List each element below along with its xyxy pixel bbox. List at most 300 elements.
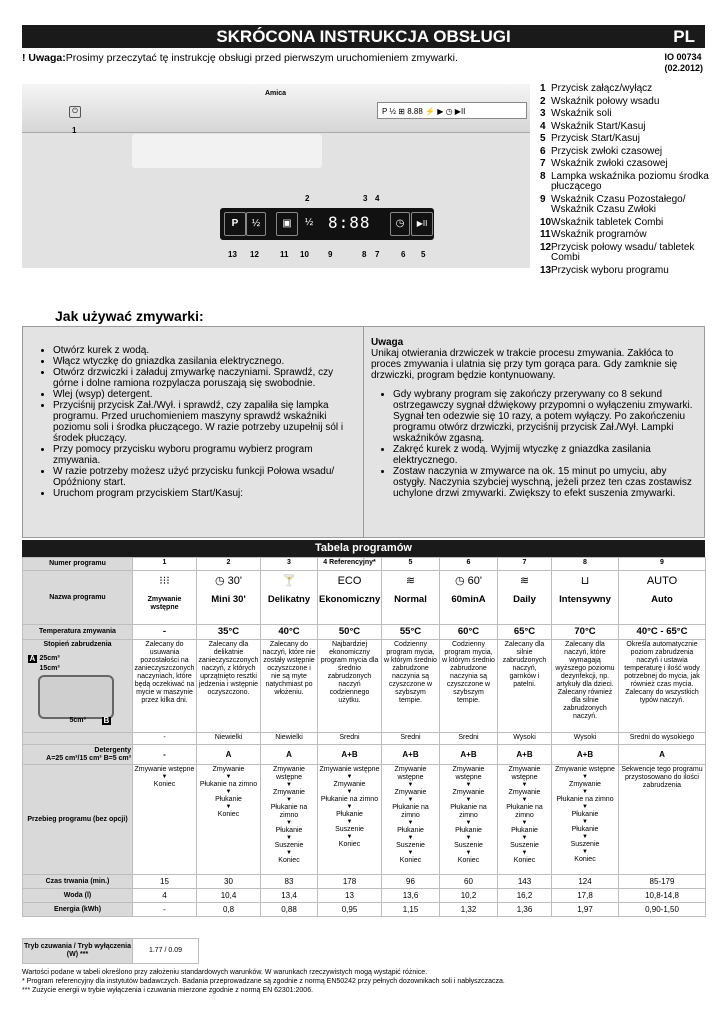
- sequence-step: Koniec: [513, 857, 536, 864]
- program-name-cell: [440, 571, 498, 625]
- program-sequence: [382, 765, 440, 875]
- delay-button: ◷: [390, 212, 410, 236]
- program-energy: 1,36: [498, 903, 552, 917]
- arrow-icon: ▼: [407, 850, 414, 856]
- language-code: PL: [673, 27, 695, 46]
- soil-description: Zalecany do usuwania pozostałości na zanieczyszczonych naczyniach, które będą oczekiwać na mycie w maszynie przez kilka dni.: [133, 640, 197, 733]
- legend-number: 1: [540, 83, 546, 94]
- program-name: Normal: [394, 594, 427, 605]
- table-row: [23, 558, 706, 571]
- table-row: [23, 765, 706, 875]
- program-water: 16,2: [498, 889, 552, 903]
- note-title: Uwaga: [371, 337, 404, 348]
- arrow-icon: ▼: [407, 820, 414, 826]
- time-display: 8:88: [328, 213, 371, 232]
- callout-3: 3: [363, 194, 368, 203]
- dispenser-b-label: B: [103, 716, 110, 725]
- legend-item: [540, 84, 710, 95]
- level-label-empty: [23, 733, 133, 745]
- legend-item: [540, 218, 710, 229]
- detergent-value: A: [619, 745, 706, 765]
- legend-number: 8: [540, 170, 546, 182]
- legend-item: [540, 109, 710, 120]
- doc-number: IO 00734: [664, 52, 702, 62]
- program-time: 96: [382, 875, 440, 889]
- program-name-cell: [552, 571, 619, 625]
- program-number: 1: [133, 558, 197, 571]
- sequence-step: Płukanie na zimno: [270, 804, 308, 819]
- program-time: 15: [133, 875, 197, 889]
- soil-label-cell: [23, 640, 133, 733]
- sequence-step: Koniec: [457, 857, 480, 864]
- program-number: 7: [498, 558, 552, 571]
- detergent-value: A+B: [440, 745, 498, 765]
- program-name-cell: [318, 571, 382, 625]
- detergent-value: A: [197, 745, 261, 765]
- arrow-icon: ▼: [286, 797, 292, 803]
- row-label: Energia (kWh): [23, 903, 133, 917]
- sequence-step: Płukanie: [571, 811, 599, 818]
- step-item: • Wlej (wsyp) detergent.: [53, 389, 351, 400]
- program-temperature: 55°C: [382, 625, 440, 640]
- program-name-cell: [619, 571, 706, 625]
- detergent-value: A+B: [382, 745, 440, 765]
- half-load-button: ½: [246, 212, 266, 236]
- arrow-icon: ▼: [465, 820, 472, 826]
- program-temperature: 70°C: [552, 625, 619, 640]
- sequence-step: Suszenie: [274, 842, 304, 849]
- table-row: [23, 745, 706, 765]
- program-number: 4 Referencyjny*: [318, 558, 382, 571]
- sequence-step: Zmywanie wstępne: [452, 766, 485, 781]
- sequence-step: Płukanie na zimno: [199, 781, 258, 788]
- program-name: Zmywanie wstępne: [147, 596, 182, 611]
- sequence-step: Zmywanie: [452, 789, 485, 796]
- legend-number: 9: [540, 193, 546, 205]
- sequence-step: Zmywanie wstępne: [508, 766, 541, 781]
- legend-text: Wskaźnik Czasu Pozostałego/ Wskaźnik Czasu Zwłoki: [551, 193, 686, 215]
- program-time: 60: [440, 875, 498, 889]
- soil-level: Wysoki: [498, 733, 552, 745]
- legend-number: 12: [540, 241, 552, 253]
- dispenser-a-label: A: [29, 654, 36, 663]
- program-temperature: 40°C: [261, 625, 318, 640]
- table-row: [23, 733, 706, 745]
- sequence-step: Zmywanie wstępne: [319, 766, 380, 773]
- program-icon: ◷ 30': [215, 575, 242, 587]
- row-label: Przebieg programu (bez opcji): [23, 765, 133, 875]
- sequence-step: Suszenie: [335, 826, 364, 833]
- legend-number: 3: [540, 108, 546, 119]
- display-panel: [220, 208, 434, 240]
- program-temperature: 50°C: [318, 625, 382, 640]
- detergent-value: A+B: [552, 745, 619, 765]
- table-row: [23, 625, 706, 640]
- step-item: • Otwórz kurek z wodą.: [53, 345, 351, 356]
- sequence-step: Płukanie na zimno: [392, 804, 429, 819]
- soil-level: Średni: [382, 733, 440, 745]
- sequence-step: Zmywanie wstępne: [555, 766, 615, 773]
- legend-item: [540, 122, 710, 133]
- detergent-label-cell: [23, 745, 133, 765]
- legend-text: Przycisk Start/Kasuj: [551, 133, 640, 144]
- volume-5: 5cm³: [69, 717, 86, 724]
- legend-number: 6: [540, 145, 546, 157]
- program-energy: 1,97: [552, 903, 619, 917]
- sequence-step: Koniec: [153, 781, 176, 788]
- arrow-icon: ▼: [582, 849, 588, 855]
- table-row: [23, 889, 706, 903]
- program-sequence: [498, 765, 552, 875]
- mini-display: P ½ ⊞ 8.88 ⚡ ▶ ◷ ▶II: [377, 102, 527, 119]
- soil-description: Codzienny program mycia, w którym średnio zabrudzone naczynia są czyszczone w szybszym tempie.: [382, 640, 440, 733]
- standby-value: 1.77 / 0.09: [133, 939, 199, 964]
- program-water: 13,6: [382, 889, 440, 903]
- program-name: 60minA: [451, 594, 486, 605]
- sequence-step: Zmywanie: [273, 789, 305, 796]
- soil-description: Najbardziej ekonomiczny program mycia dla średnio zabrudzonych naczyń codziennego użytku.: [318, 640, 382, 733]
- brand-logo: Amica: [265, 90, 287, 97]
- sequence-step: Płukanie: [275, 827, 303, 834]
- program-name: Delikatny: [267, 594, 311, 605]
- callout-4: 4: [375, 194, 380, 203]
- program-sequence: [261, 765, 318, 875]
- step-item: • W razie potrzeby możesz użyć przycisku funkcji Połowa wsadu/ Opóźniony start.: [53, 466, 351, 488]
- legend-item: [540, 195, 710, 216]
- half-load-indicator: ½: [304, 217, 314, 228]
- program-energy: 1,32: [440, 903, 498, 917]
- legend-number: 2: [540, 95, 546, 107]
- sequence-step: Koniec: [278, 857, 300, 864]
- arrow-icon: ▼: [582, 789, 588, 795]
- callout-1: 1: [72, 126, 77, 135]
- legend-text: Wskaźnik Start/Kasuj: [551, 120, 646, 132]
- program-sequence: [318, 765, 382, 875]
- program-water: 13,4: [261, 889, 318, 903]
- arrow-icon: ▼: [521, 820, 528, 826]
- program-time: 178: [318, 875, 382, 889]
- program-name: Ekonomiczny: [319, 594, 381, 605]
- sequence-step: Zmywanie: [569, 781, 601, 788]
- program-sequence: [440, 765, 498, 875]
- program-temperature: -: [133, 625, 197, 640]
- soil-level: -: [133, 733, 197, 745]
- step-item: • Otwórz drzwiczki i załaduj zmywarkę naczyniami. Sprawdź, czy górne i dolne ramiona rozpylacza poruszają się swobodnie.: [53, 367, 351, 389]
- detergent-sub: A=25 cm³/15 cm³ B=5 cm³: [46, 754, 131, 762]
- program-number: 5: [382, 558, 440, 571]
- arrow-icon: ▼: [465, 850, 472, 856]
- soil-level: Średni: [440, 733, 498, 745]
- legend-number: 13: [540, 264, 552, 276]
- soil-description: Zalecany dla naczyń, które wymagają wyższego poziomu dezynfekcji, np. artykuły dla dzieci. Zalecany również dla silnie zabrudzonych naczyń.: [552, 640, 619, 733]
- arrow-icon: ▼: [286, 782, 292, 788]
- sequence-step: Koniec: [217, 811, 240, 818]
- program-time: 83: [261, 875, 318, 889]
- sequence-step: Zmywanie: [212, 766, 245, 773]
- sequence-step: Zmywanie wstępne: [134, 766, 195, 773]
- sequence-step: Zmywanie wstępne: [394, 766, 427, 781]
- soil-label: Stopień zabrudzenia: [43, 641, 112, 648]
- row-label: Woda (l): [23, 889, 133, 903]
- program-icon: ECO: [337, 575, 362, 587]
- program-water: 10,8-14,8: [619, 889, 706, 903]
- arrow-icon: ▼: [225, 804, 232, 810]
- soil-level: Niewielki: [261, 733, 318, 745]
- program-sequence: [197, 765, 261, 875]
- sequence-step: Płukanie: [455, 827, 482, 834]
- dispenser-shape: [38, 675, 114, 719]
- program-name-cell: [197, 571, 261, 625]
- sequence-step: Płukanie na zimno: [450, 804, 487, 819]
- sequence-step: Płukanie: [571, 826, 599, 833]
- column-divider: [363, 327, 364, 537]
- arrow-icon: ▼: [582, 819, 588, 825]
- sequence-step: Suszenie: [570, 841, 600, 848]
- callout-11: 11: [280, 250, 289, 259]
- steps-column: [33, 345, 351, 499]
- arrow-icon: ▼: [346, 774, 353, 780]
- arrow-icon: ▼: [346, 834, 353, 840]
- legend-item: [540, 159, 710, 170]
- program-time: 124: [552, 875, 619, 889]
- sequence-step: Koniec: [399, 857, 422, 864]
- legend-number: 5: [540, 133, 546, 144]
- footnote-3: *** Zużycie energii w trybie wyłączenia i czuwania mierzone zgodnie z normą EN 62301:2006.: [22, 987, 314, 994]
- step-item: • Uruchom program przyciskiem Start/Kasuj:: [53, 488, 351, 499]
- callout-7: 7: [375, 250, 380, 259]
- arrow-icon: ▼: [582, 804, 588, 810]
- note-text: Unikaj otwierania drzwiczek w trakcie procesu zmywania. Zakłóca to proces zmywania i ulatnia się przy tym gorąca para. Gdy zamknie się drzwiczki, program będzie kontynuowany.: [371, 348, 678, 381]
- arrow-icon: ▼: [521, 835, 528, 841]
- detergent-value: A+B: [318, 745, 382, 765]
- legend-item: [540, 134, 710, 145]
- program-water: 4: [133, 889, 197, 903]
- detergent-diagram: [28, 651, 128, 731]
- program-name-cell: [382, 571, 440, 625]
- instructions-box: [22, 326, 705, 538]
- sequence-step: Płukanie: [336, 811, 363, 818]
- note-step: • Zostaw naczynia w zmywarce na ok. 15 minut po umyciu, aby ostygły. Naczynia szybciej wyschną, jeżeli przez ten czas zostawisz uchylone drzwi zmywarki. Zwiększy to efekt suszenia zmywarki.: [393, 466, 701, 499]
- soil-description: Codzienny program mycia, w którym średnio zabrudzone naczynia są czyszczone w szybszym tempie.: [440, 640, 498, 733]
- arrow-icon: ▼: [582, 834, 588, 840]
- sequence-step: Suszenie: [454, 842, 483, 849]
- arrow-icon: ▼: [407, 782, 414, 788]
- program-energy: 0,88: [261, 903, 318, 917]
- row-label: Temperatura zmywania: [23, 625, 133, 640]
- legend-item: [540, 230, 710, 241]
- program-energy: 0,8: [197, 903, 261, 917]
- program-name: Daily: [513, 594, 536, 605]
- arrow-icon: ▼: [521, 850, 528, 856]
- legend-number: 7: [540, 158, 546, 169]
- volume-15: 15cm³: [39, 665, 60, 672]
- legend-number: 11: [540, 229, 551, 240]
- legend-text: Przycisk połowy wsadu/ tabletek Combi: [551, 241, 695, 263]
- callout-10: 10: [300, 250, 309, 259]
- power-icon: ⏻: [69, 106, 81, 118]
- callout-12: 12: [250, 250, 259, 259]
- arrow-icon: ▼: [346, 789, 353, 795]
- table-title: Tabela programów: [22, 540, 705, 557]
- soil-level: Średni: [318, 733, 382, 745]
- program-temperature: 35°C: [197, 625, 261, 640]
- sequence-step: Zmywanie: [333, 781, 366, 788]
- door-handle: [132, 134, 322, 168]
- program-name-cell: [261, 571, 318, 625]
- step-item: • Przyciśnij przycisk Zał./Wył. i sprawdź, czy zapaliła się lampka programu. Przed uruchomieniem maszyny sprawdź wskaźniki poziomu soli i środka płuczącego. W razie potrzeby uzupełnij sól i środek płuczący.: [53, 400, 351, 444]
- standby-box: [22, 938, 198, 964]
- note-column: [371, 337, 701, 499]
- program-time: 85-179: [619, 875, 706, 889]
- page-header: [22, 25, 705, 48]
- arrow-icon: ▼: [465, 782, 472, 788]
- callout-9: 9: [328, 250, 333, 259]
- callout-8: 8: [362, 250, 367, 259]
- sequence-step: Płukanie na zimno: [320, 796, 379, 803]
- legend-number: 10: [540, 216, 552, 228]
- table-row: [23, 571, 706, 625]
- legend-text: Wskaźnik programów: [551, 229, 647, 240]
- arrow-icon: ▼: [582, 774, 588, 780]
- document-code: [664, 52, 703, 74]
- warning-text: Prosimy przeczytać tę instrukcję obsługi przed pierwszym uruchomieniem zmywarki.: [65, 52, 458, 64]
- detergent-label: Detergenty: [94, 746, 131, 754]
- soil-description: Zalecany do naczyń, które nie zostały wstępnie oczyszczone i nie są myte natychmiast po włożeniu.: [261, 640, 318, 733]
- program-temperature: 65°C: [498, 625, 552, 640]
- legend-item: [540, 243, 710, 264]
- legend-text: Wskaźnik tabletek Combi: [551, 216, 664, 228]
- page-title: SKRÓCONA INSTRUKCJA OBSŁUGI: [216, 27, 511, 46]
- sequence-step: Płukanie: [397, 827, 424, 834]
- callout-13: 13: [228, 250, 237, 259]
- program-name: Auto: [651, 594, 673, 605]
- arrow-icon: ▼: [161, 774, 168, 780]
- sequence-step: Płukanie: [215, 796, 242, 803]
- howto-title: Jak używać zmywarki:: [55, 308, 204, 324]
- arrow-icon: ▼: [521, 797, 528, 803]
- callout-2: 2: [305, 194, 310, 203]
- arrow-icon: ▼: [465, 797, 472, 803]
- footnote-2: * Program referencyjny dla instytutów badawczych. Badania przeprowadzane są zgodnie z normą EN50242 przy pełnych dozownikach soli i nabłyszczacza.: [22, 978, 505, 985]
- program-number: 2: [197, 558, 261, 571]
- step-item: • Przy pomocy przycisku wyboru programu wybierz program zmywania.: [53, 444, 351, 466]
- warning-label: ! Uwaga:: [22, 52, 66, 64]
- program-sequence: [133, 765, 197, 875]
- program-button: P: [224, 212, 246, 236]
- program-sequence: [552, 765, 619, 875]
- sequence-step: Płukanie: [511, 827, 538, 834]
- sequence-step: Koniec: [338, 841, 361, 848]
- program-icon: ◷ 60': [455, 575, 482, 587]
- legend-text: Wskaźnik soli: [551, 108, 612, 119]
- step-item: • Włącz wtyczkę do gniazdka zasilania elektrycznego.: [53, 356, 351, 367]
- program-name-cell: [133, 571, 197, 625]
- sequence-step: Zmywanie: [508, 789, 541, 796]
- program-name-cell: [498, 571, 552, 625]
- program-energy: 0,90-1,50: [619, 903, 706, 917]
- soil-description: Zalecany dla delikatnie zanieczyszczonych naczyń, z których uprzątnięto resztki jedzenia i wstępnie oczyszczono.: [197, 640, 261, 733]
- detergent-value: A+B: [498, 745, 552, 765]
- soil-level: Średni do wysokiego: [619, 733, 706, 745]
- program-number: 8: [552, 558, 619, 571]
- arrow-icon: ▼: [286, 835, 292, 841]
- note-step: • Gdy wybrany program się zakończy przerywany co 8 sekund ostrzegawczy sygnał dźwiękowy przypomni o wyłączeniu zmywarki. Sygnał ten odezwie się 10 razy, a potem wyłączy. Po zakończeniu programu otwórz drzwiczki, przyciśnij przycisk Zał./Wył. Lampki wskaźników zgasną.: [393, 389, 701, 444]
- panel-legend: [540, 84, 710, 278]
- program-water: 10,4: [197, 889, 261, 903]
- program-name: Intensywny: [559, 594, 611, 605]
- callout-5: 5: [421, 250, 426, 259]
- arrow-icon: ▼: [521, 782, 528, 788]
- program-number: 6: [440, 558, 498, 571]
- legend-text: Wskaźnik połowy wsadu: [551, 95, 660, 107]
- sequence-step: Płukanie na zimno: [556, 796, 614, 803]
- program-sequence: [619, 765, 706, 875]
- program-table-grid: [22, 557, 706, 917]
- program-icon: ≋: [519, 575, 530, 587]
- start-button: ▶II: [411, 212, 433, 236]
- soil-description: Określa automatycznie poziom zabrudzenia naczyń i ustawia temperaturę i ilość wody potrzebnej do mycia, jak również czas mycia. Zalecany do wszystkich typów naczyń.: [619, 640, 706, 733]
- sequence-step: Sekwencje tego programu przystosowano do ilości zabrudzenia: [621, 766, 703, 789]
- program-water: 10,2: [440, 889, 498, 903]
- legend-item: [540, 147, 710, 158]
- program-icon: ⊔: [580, 575, 590, 587]
- volume-25: 25cm³: [39, 655, 60, 662]
- program-water: 17,8: [552, 889, 619, 903]
- table-row: [23, 903, 706, 917]
- arrow-icon: ▼: [225, 774, 232, 780]
- arrow-icon: ▼: [286, 820, 292, 826]
- row-label: Numer programu: [23, 558, 133, 571]
- legend-number: 4: [540, 120, 546, 132]
- program-table: [22, 540, 705, 917]
- sequence-step: Płukanie na zimno: [506, 804, 543, 819]
- program-energy: 1,15: [382, 903, 440, 917]
- arrow-icon: ▼: [465, 835, 472, 841]
- standby-label: Tryb czuwania / Tryb wyłączenia (W) ***: [23, 939, 133, 964]
- detergent-value: -: [133, 745, 197, 765]
- row-label: Nazwa programu: [23, 571, 133, 625]
- legend-text: Przycisk zwłoki czasowej: [551, 145, 663, 157]
- arrow-icon: ▼: [286, 850, 292, 856]
- program-temperature: 40°C - 65°C: [619, 625, 706, 640]
- program-icon: ⁝⁝⁝: [159, 575, 170, 587]
- sequence-step: Suszenie: [396, 842, 425, 849]
- table-row: [23, 640, 706, 733]
- program-icon: 🍸: [282, 575, 296, 587]
- arrow-icon: ▼: [407, 797, 414, 803]
- program-time: 30: [197, 875, 261, 889]
- program-energy: 0,95: [318, 903, 382, 917]
- arrow-icon: ▼: [407, 835, 414, 841]
- legend-text: Przycisk załącz/wyłącz: [551, 83, 653, 94]
- arrow-icon: ▼: [346, 804, 353, 810]
- sequence-step: Koniec: [574, 856, 596, 863]
- table-row: [23, 875, 706, 889]
- soil-level: Wysoki: [552, 733, 619, 745]
- program-temperature: 60°C: [440, 625, 498, 640]
- legend-item: [540, 97, 710, 108]
- soil-description: Zalecany dla silnie zabrudzonych naczyń, garnków i patelni.: [498, 640, 552, 733]
- control-panel-illustration: [22, 84, 530, 268]
- detergent-value: A: [261, 745, 318, 765]
- sequence-step: Suszenie: [510, 842, 539, 849]
- doc-date: (02.2012): [664, 63, 703, 73]
- legend-text: Lampka wskaźnika poziomu środka płuczącego: [551, 170, 709, 192]
- program-icon: ≋: [405, 575, 416, 587]
- footnote-1: Wartości podane w tabeli określono przy założeniu standardowych warunków. W warunkach rzeczywistych mogą wystąpić różnice.: [22, 969, 428, 976]
- sequence-step: Zmywanie wstępne: [273, 766, 305, 781]
- footnotes: [22, 968, 505, 995]
